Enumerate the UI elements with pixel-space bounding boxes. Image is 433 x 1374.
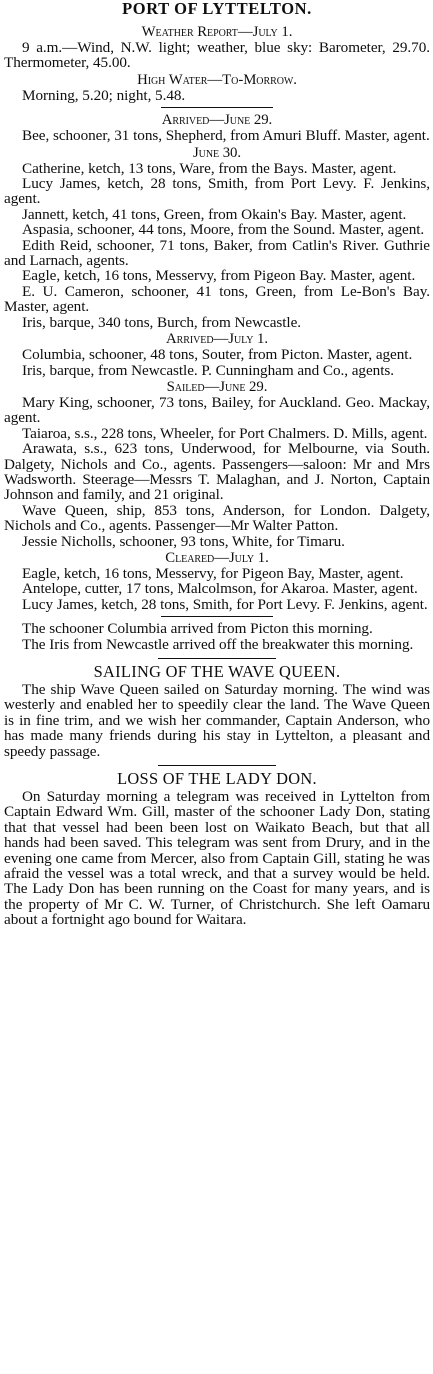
article-title-wave-queen: SAILING OF THE WAVE QUEEN. [93, 662, 341, 681]
port-note: The schooner Columbia arrived from Picton this morning. [22, 620, 373, 638]
article-title-lady-don: LOSS OF THE LADY DON. [117, 769, 317, 789]
shipping-entry: Edith Reid, schooner, 71 tons, Baker, from Catlin's River. Guthrie and Larnach, agents. [4, 236, 430, 270]
shipping-entry: Bee, schooner, 31 tons, Shepherd, from Amuri Bluff. Master, agent. [22, 127, 430, 145]
arrived-june-30-heading: June 30. [192, 144, 242, 161]
article-body-lady-don: On Saturday morning a telegram was received in Lyttelton from Captain Edward Wm. Gill, master of the schooner Lady Don, stating that that vessel had been been lost on Waikato Beach, but that all hands had been saved. This telegram was sent from Drury, and in the evening one came from Mercer, also from Captain Gill, stating he was afraid the vessel was a total wreck, and that a survey would be held. The Lady Don has been running on the Coast for many years, and is the property of Mr C. W. Turner, of Christchurch. She left Oamaru about a fortnight ago bound for Waitara. [4, 788, 430, 929]
shipping-entry: Antelope, cutter, 17 tons, Malcolmson, for Akaroa. Master, agent. [22, 580, 418, 598]
weather-report: 9 a.m.—Wind, N.W. light; weather, blue sky: Barometer, 29.70. Thermometer, 45.00. [4, 39, 430, 72]
shipping-entry: Wave Queen, ship, 853 tons, Anderson, for London. Dalgety, Nichols and Co., agents. Passenger—Mr Walter Patton. [4, 501, 430, 535]
arrived-july-1-heading: Arrived—July 1. [165, 331, 269, 348]
sailed-june-29-heading: Sailed—June 29. [166, 378, 268, 395]
shipping-entry: Catherine, ketch, 13 tons, Ware, from the Bays. Master, agent. [22, 159, 397, 177]
shipping-entry: Eagle, ketch, 16 tons, Messervy, for Pigeon Bay, Master, agent. [22, 564, 404, 582]
shipping-entry: Eagle, ketch, 16 tons, Messervy, from Pigeon Bay. Master, agent. [22, 267, 416, 285]
article-divider [158, 765, 276, 766]
port-note: The Iris from Newcastle arrived off the breakwater this morning. [22, 635, 414, 653]
weather-heading: Weather Report—July 1. [141, 24, 293, 40]
shipping-entry: Jessie Nicholls, schooner, 93 tons, White, for Timaru. [22, 532, 345, 550]
arrived-june-29-heading: Arrived—June 29. [161, 112, 273, 129]
section-divider [161, 616, 273, 617]
section-title: PORT OF LYTTELTON. [122, 0, 312, 18]
cleared-july-1-heading: Cleared—July 1. [165, 549, 269, 566]
shipping-entry: Iris, barque, from Newcastle. P. Cunningham and Co., agents. [22, 361, 394, 379]
shipping-entry: Mary King, schooner, 73 tons, Bailey, for Auckland. Geo. Mackay, agent. [4, 393, 430, 427]
shipping-entry: Aspasia, schooner, 44 tons, Moore, from the Sound. Master, agent. [22, 221, 425, 239]
high-water-heading: High Water—To-Morrow. [137, 71, 297, 88]
shipping-entry: E. U. Cameron, schooner, 41 tons, Green, from Le-Bon's Bay. Master, agent. [4, 282, 430, 316]
section-divider [161, 107, 273, 108]
shipping-entry: Lucy James, ketch, 28 tons, Smith, from Port Levy. F. Jenkins, agent. [4, 175, 430, 208]
shipping-entry: Arawata, s.s., 623 tons, Underwood, for Melbourne, via South. Dalgety, Nichols and Co., agents. Passengers—saloon: Mr and Mrs Wadsworth. Steerage—Messrs T. Malaghan, and J. Norton, Captain Johnson and family, and 21 original. [4, 440, 430, 504]
shipping-entry: Iris, barque, 340 tons, Burch, from Newcastle. [22, 313, 302, 331]
shipping-entry: Columbia, schooner, 48 tons, Souter, from Picton. Master, agent. [22, 346, 413, 364]
article-divider [158, 658, 276, 659]
article-body-wave-queen: The ship Wave Queen sailed on Saturday morning. The wind was westerly and enabled her to speedily clear the land. The Wave Queen is in fine trim, and we wish her commander, Captain Anderson, who has made many friends during his stay in Lyttelton, a pleasant and speedy passage. [4, 681, 430, 760]
shipping-entry: Taiaroa, s.s., 228 tons, Wheeler, for Port Chalmers. D. Mills, agent. [22, 424, 428, 442]
shipping-entry: Lucy James, ketch, 28 tons, Smith, for Port Levy. F. Jenkins, agent. [22, 595, 428, 613]
high-water-times: Morning, 5.20; night, 5.48. [22, 86, 186, 104]
shipping-entry: Jannett, ketch, 41 tons, Green, from Okain's Bay. Master, agent. [22, 205, 407, 223]
